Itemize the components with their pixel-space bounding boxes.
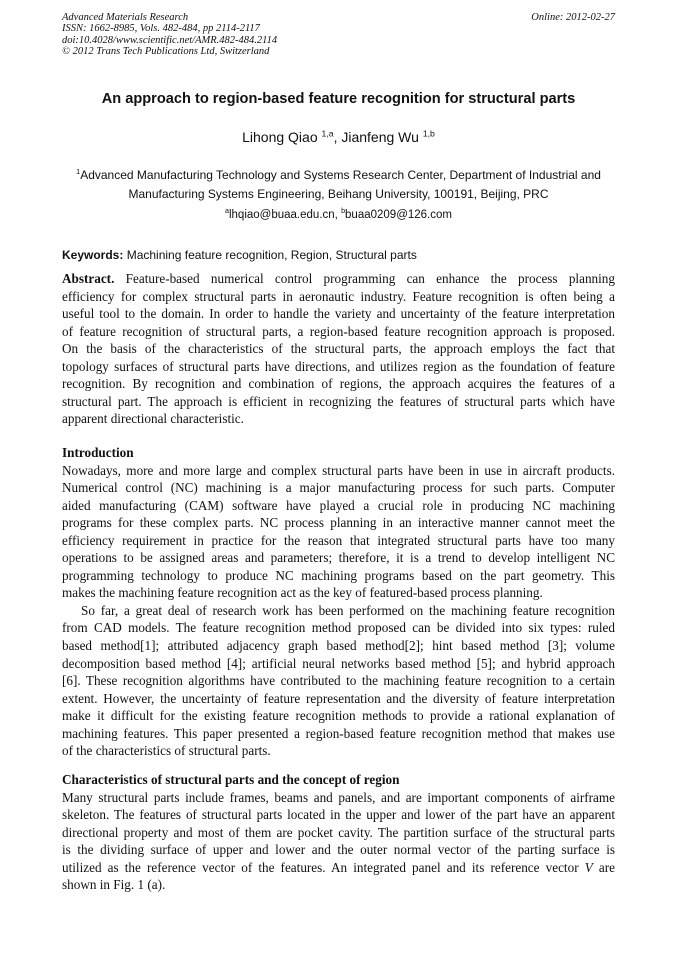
paragraph-line: extent. However, the uncertainty of feature representation and the diversity of feature interpretation [62,690,615,706]
paragraph-line: decomposition based method [4]; artificial neural networks based method [5]; and hybrid approach [62,655,615,671]
author-name: Lihong Qiao [242,129,318,145]
abstract-line: topology surfaces of structural parts have directions, and utilizes region as the foundation of feature [62,358,615,374]
abstract-line: recognition. By recognition and combination of regions, the approach acquires the features of a [62,376,615,392]
journal-name: Advanced Materials Research [62,12,189,23]
paragraph-line: is the dividing surface of upper and lower and the outer normal vector of the parting surface is [62,842,615,858]
paragraph-line: Many structural parts include frames, beams and panels, and are important components of airframe [62,789,615,805]
paragraph-line: from CAD models. The feature recognition method proposed can be divided into six types: ruled [62,620,615,636]
intro-paragraph-1 [62,462,615,602]
issn-line: ISSN: 1662-8985, Vols. 482-484, pp 2114-2117 [62,23,260,35]
abstract-line: structural part. The approach is efficient in recognizing the features of structural parts which have [62,393,615,409]
affiliation [59,166,618,203]
email-link[interactable]: lhqiao@buaa.edu.cn [228,209,335,221]
paragraph-line: aided manufacturing (CAM) software have played a crucial role in producing NC machining [62,497,615,513]
author-list [62,129,615,145]
intro-paragraph-2 [62,602,615,760]
author-separator: , [333,129,342,145]
paragraph-line: machining features. This paper presented a region-based feature recognition method that makes use [62,725,615,741]
abstract-label: Abstract. [62,271,115,286]
doi-line[interactable]: doi:10.4028/www.scientific.net/AMR.482-484.2114 [62,34,278,46]
paragraph-line: So far, a great deal of research work has been performed on the machining feature recognition [81,602,615,618]
paragraph-line: skeleton. The features of structural parts located in the upper and lower of the part have an apparent [62,807,615,823]
paragraph-line: make it difficult for the existing feature recognition methods to provide a rational explanation of [62,708,615,724]
paragraph-line: efficiency requirement in practice for the reason that integrated structural parts have too many [62,532,615,548]
author-name: Jianfeng Wu [341,129,419,145]
abstract-line: of feature recognition of structural parts, a region-based feature recognition approach is proposed. [62,323,615,339]
characteristics-paragraph-1 [62,789,615,894]
paragraph-line: programs for these complex parts. NC process planning in an interactive manner cannot meet the [62,515,615,531]
paragraph-line: of the characteristics of structural parts. [62,743,271,759]
paragraph-line: Numerical control (NC) machining is a major manufacturing process for such parts. Computer [62,480,615,496]
journal-info [62,12,277,58]
email-link[interactable]: buaa0209@126.com [345,209,452,221]
abstract-line: efficiency for complex structural parts in aeronautic industry. Feature recognition is often being a [62,288,615,304]
keywords [62,248,615,262]
paragraph-line: makes the machining feature recognition act as the key of featured-based process planning. [62,585,543,601]
paragraph-line: [6]. These recognition algorithms have contributed to the machining feature recognition to a certain [62,673,615,689]
abstract-line: useful tool to the domain. In order to handle the variety and uncertainty of the feature interpretation [62,306,615,322]
abstract-line: Abstract. Feature-based numerical control programming can enhance the process planning [62,271,615,286]
paragraph-line: directional property and most of them are pocket cavity. The partition surface of the structural parts [62,824,615,840]
affiliation-line: Manufacturing Systems Engineering, Beihang University, 100191, Beijing, PRC [128,186,549,201]
paragraph-line: shown in Fig. 1 (a). [62,877,166,893]
section-heading-characteristics: Characteristics of structural parts and the concept of region [62,772,400,787]
paragraph-line: Nowadays, more and more large and complex structural parts have been in use in aircraft products. [62,462,615,478]
email-marker: b [341,207,346,216]
section-heading-introduction: Introduction [62,445,134,460]
affiliation-marker: 1 [76,167,81,176]
paragraph-line: programming technology to produce NC machining programs based on the part geometry. This [62,567,615,583]
online-date: Online: 2012-02-27 [531,12,615,23]
affiliation-line: Advanced Manufacturing Technology and Systems Research Center, Department of Industrial and [80,168,601,182]
email-separator: , [334,209,342,221]
keywords-text: Machining feature recognition, Region, Structural parts [126,248,417,262]
paragraph-line: utilized as the reference vector of the features. An integrated panel and its reference vector V are [62,859,615,875]
paper-title: An approach to region-based feature recognition for structural parts [101,91,576,107]
email-marker: a [225,207,229,216]
abstract-line: apparent directional characteristic. [62,411,244,427]
keywords-label: Keywords: [62,248,124,262]
paragraph-line: based method[1]; attributed adjacency graph based method[2]; hint based method [3]; volume [62,637,615,653]
abstract [62,270,615,428]
abstract-line: On the basis of the characteristics of the structural parts, the approach employs the fact that [62,341,615,357]
email-list [62,209,615,221]
paragraph-line: operations to be assigned areas and parameters; therefore, it is a trend to develop intelligent NC [62,550,615,566]
vector-symbol: V [584,859,593,875]
author-affiliation-marker: 1,a [321,128,334,139]
author-affiliation-marker: 1,b [422,128,435,139]
copyright-line: © 2012 Trans Tech Publications Ltd, Switzerland [62,46,270,58]
